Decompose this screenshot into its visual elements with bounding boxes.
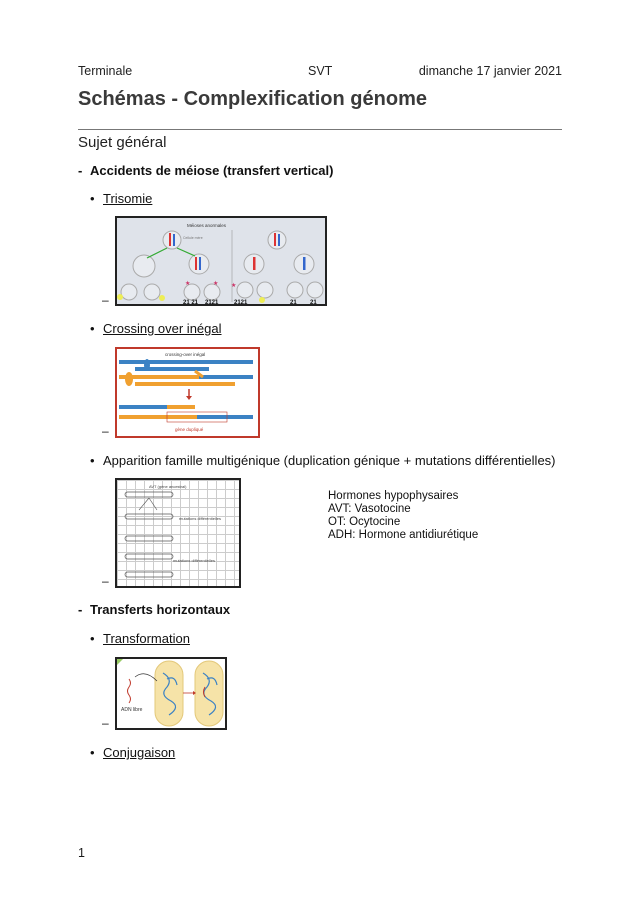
svg-text:2121: 2121: [205, 300, 219, 304]
list-item-trisomie: [90, 191, 152, 206]
list-item-conjugaison: [90, 745, 175, 760]
trisomie-figure: [115, 216, 327, 306]
item-label: Crossing over inégal: [103, 321, 222, 336]
svg-text:Méioses anormales: Méioses anormales: [187, 223, 227, 228]
svg-text:AVT (gène ancestral): AVT (gène ancestral): [149, 484, 187, 489]
section-marker: -: [78, 602, 83, 617]
section-heading-horizontal: [78, 602, 230, 617]
item-label: Transformation: [103, 631, 190, 646]
svg-text:21: 21: [290, 300, 297, 304]
gene-duplication-sketch: [117, 480, 239, 586]
svg-text:21 21: 21 21: [183, 300, 199, 304]
transformation-diagram: [117, 659, 225, 728]
legend-line-ot: OT: Ocytocine: [328, 516, 401, 528]
meiosis-diagram: [117, 218, 325, 304]
section-title: Accidents de méiose (transfert vertical): [90, 163, 334, 178]
crossing-over-diagram: [117, 349, 258, 436]
bullet-icon: •: [90, 745, 95, 760]
header-subject: SVT: [308, 64, 333, 78]
bullet-icon: •: [90, 453, 95, 468]
item-label: Conjugaison: [103, 745, 176, 760]
svg-text:ADN libre: ADN libre: [121, 707, 143, 713]
svg-text:★: ★: [213, 281, 219, 287]
svg-text:★: ★: [231, 283, 237, 289]
item-label: Trisomie: [103, 191, 153, 206]
list-item-multigenic-family: [90, 453, 556, 468]
page-title: Schémas - Complexification génome: [78, 88, 427, 110]
legend-line-avt: AVT: Vasotocine: [328, 503, 411, 515]
divider: [78, 129, 562, 130]
subject-heading: Sujet général: [78, 134, 167, 151]
bullet-icon: •: [90, 321, 95, 336]
bullet-icon: •: [90, 191, 95, 206]
bullet-icon: •: [90, 631, 95, 646]
figure-dash: –: [102, 293, 109, 307]
section-title: Transferts horizontaux: [90, 602, 231, 617]
figure-dash: –: [102, 716, 109, 730]
legend-line-adh: ADH: Hormone antidiurétique: [328, 529, 479, 541]
svg-text:mutations différentielles: mutations différentielles: [179, 516, 221, 521]
svg-text:21: 21: [310, 300, 317, 304]
header-class-level: Terminale: [78, 64, 133, 78]
svg-text:gène dupliqué: gène dupliqué: [175, 427, 204, 432]
svg-text:Cellule mère: Cellule mère: [183, 236, 203, 240]
svg-text:mutations différentielles: mutations différentielles: [173, 558, 215, 563]
crossing-over-figure: [115, 347, 260, 438]
figure-dash: –: [102, 574, 109, 588]
list-item-transformation: [90, 631, 190, 646]
figure-dash: –: [102, 424, 109, 438]
section-marker: -: [78, 163, 83, 178]
section-heading-vertical: [78, 163, 333, 178]
header-date: dimanche 17 janvier 2021: [418, 64, 562, 78]
multigenic-family-figure: [115, 478, 241, 588]
page-number: 1: [78, 846, 85, 860]
svg-text:2121: 2121: [234, 300, 248, 304]
svg-text:★: ★: [185, 281, 191, 287]
item-label: Apparition famille multigénique (duplication génique + mutations différentielles): [103, 453, 556, 468]
legend-title: Hormones hypophysaires: [328, 490, 459, 502]
svg-text:crossing-over inégal: crossing-over inégal: [165, 352, 206, 357]
transformation-figure: [115, 657, 227, 730]
list-item-crossing-over: [90, 321, 222, 336]
hormones-legend: [328, 490, 478, 542]
